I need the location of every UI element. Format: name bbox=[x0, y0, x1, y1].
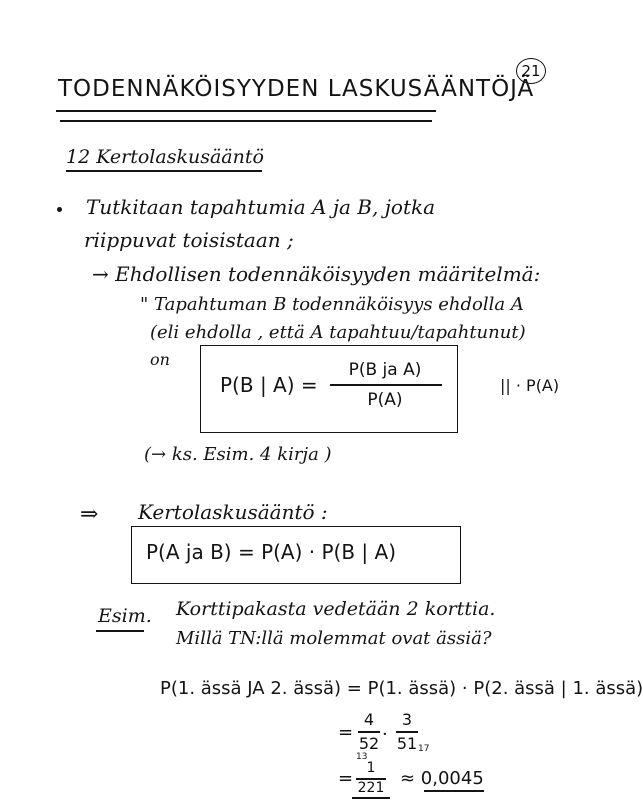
intro-line-6: on bbox=[150, 350, 170, 369]
rule-formula: P(A ja B) = P(A) · P(B | A) bbox=[146, 540, 397, 564]
result-denominator: 221 bbox=[357, 780, 385, 796]
frac2-reduced: 17 bbox=[418, 744, 430, 754]
definition-denominator: P(A) bbox=[367, 390, 403, 410]
multiply-dot: · bbox=[382, 724, 388, 745]
example-line-1: Korttipakasta vedetään 2 korttia. bbox=[176, 598, 496, 620]
example-label: Esim. bbox=[98, 605, 152, 627]
frac1-reduced: 13 bbox=[356, 752, 368, 762]
approx-result: ≈ 0,0045 bbox=[400, 768, 484, 789]
section-underline bbox=[66, 170, 262, 172]
frac2-denominator: 51 bbox=[396, 734, 418, 753]
definition-numerator: P(B ja A) bbox=[348, 360, 422, 380]
result-numerator: 1 bbox=[366, 760, 376, 776]
example-equation: P(1. ässä JA 2. ässä) = P(1. ässä) · P(2. ässä | 1. ässä) bbox=[160, 678, 643, 699]
step1-equals: = bbox=[338, 722, 354, 743]
frac1-bar bbox=[358, 731, 380, 733]
intro-line-4: " Tapahtuman B todennäköisyys ehdolla A bbox=[140, 294, 524, 315]
bullet-dot bbox=[57, 207, 62, 212]
intro-line-1: Tutkitaan tapahtumia A ja B, jotka bbox=[86, 195, 436, 219]
approx-underline bbox=[424, 790, 484, 792]
example-line-2: Millä TN:llä molemmat ovat ässiä? bbox=[176, 628, 492, 649]
example-label-underline bbox=[96, 630, 144, 632]
step2-equals: = bbox=[338, 768, 354, 789]
frac2-bar bbox=[396, 731, 418, 733]
page-title: TODENNÄKÖISYYDEN LASKUSÄÄNTÖJÄ bbox=[58, 76, 535, 102]
result-underline-1 bbox=[352, 797, 390, 799]
rule-heading: Kertolaskusääntö : bbox=[138, 500, 328, 524]
intro-line-2: riippuvat toisistaan ; bbox=[84, 228, 294, 252]
intro-line-3: → Ehdollisen todennäköisyyden määritelmä: bbox=[92, 262, 541, 286]
frac2-numerator: 3 bbox=[401, 710, 413, 729]
reference-note: (→ ks. Esim. 4 kirja ) bbox=[144, 444, 332, 465]
multiply-note: || · P(A) bbox=[500, 376, 560, 395]
page-number: 21 bbox=[516, 58, 546, 84]
title-underline bbox=[56, 110, 436, 112]
definition-left: P(B | A) = bbox=[220, 373, 318, 397]
implies-arrow: ⇒ bbox=[80, 502, 99, 527]
title-underline-2 bbox=[60, 120, 432, 122]
section-heading: 12 Kertolaskusääntö bbox=[66, 146, 264, 168]
frac1-denominator: 52 bbox=[358, 734, 380, 753]
definition-fraction-bar bbox=[330, 384, 442, 386]
intro-line-5: (eli ehdolla , että A tapahtuu/tapahtunut) bbox=[150, 322, 526, 343]
frac1-numerator: 4 bbox=[363, 710, 375, 729]
